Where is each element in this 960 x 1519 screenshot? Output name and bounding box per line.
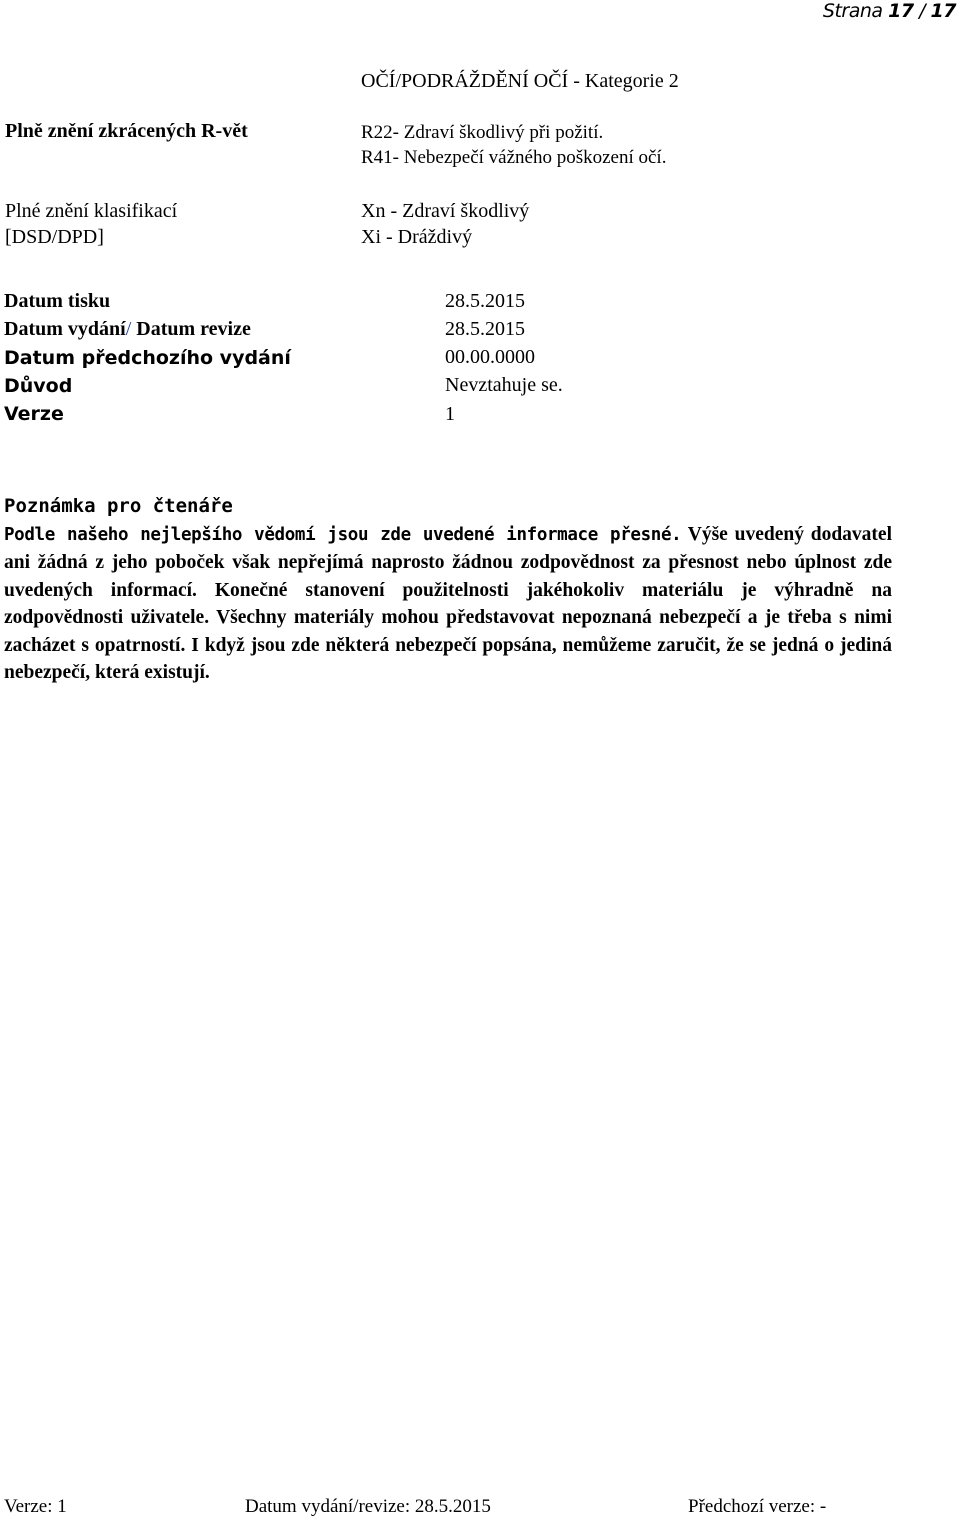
footer-prev-version: Předchozí verze: -	[688, 1496, 827, 1517]
hazard-category: OČÍ/PODRÁŽDĚNÍ OČÍ - Kategorie 2	[361, 70, 679, 92]
page-number-separator: /	[919, 0, 925, 22]
note-heading: Poznámka pro čtenáře	[4, 495, 233, 517]
note-part2: Výše uvedený dodavatel ani žádná z jeho poboček však nepřejímá naprosto žádnou zodpovědnost za přesnost nebo úplnost zde uvedených informací. Konečné stanovení použitelnosti jakéhokoliv materiálu je výhradně na zodpovědnosti uživatele. Všechny materiály mohou představovat nepoznaná nebezpečí a je třeba s nimi zacházet s opatrností. I když jsou zde některá nebezpečí popsána, nemůžeme zaručit, že se jedná o jediná nebezpečí, která existují.	[4, 524, 892, 684]
classification-label	[5, 198, 177, 250]
issue-label-b: Datum revize	[131, 318, 251, 340]
issue-label-a: Datum vydání	[4, 318, 126, 340]
page-number	[823, 0, 956, 22]
classification-line: Xi - Dráždivý	[361, 226, 473, 248]
page-number-total: 17	[930, 0, 956, 22]
print-date-value: 28.5.2015	[445, 290, 525, 312]
prev-date-label: Datum předchozího vydání	[4, 347, 291, 369]
page-number-current: 17	[888, 0, 914, 22]
r-phrase-line: R41- Nebezpečí vážného poškození očí.	[361, 147, 667, 168]
issue-date-value: 28.5.2015	[445, 318, 525, 340]
r-phrases-list	[361, 120, 666, 170]
print-date-label: Datum tisku	[4, 290, 111, 312]
version-label: Verze	[4, 403, 64, 425]
note-part1: Podle našeho nejlepšího vědomí jsou zde uvedené informace přesné.	[4, 525, 682, 545]
classification-list	[361, 198, 529, 250]
issue-label-slash: /	[125, 318, 132, 340]
footer-issue-date: Datum vydání/revize: 28.5.2015	[245, 1496, 491, 1517]
footer-version: Verze: 1	[4, 1496, 67, 1517]
r-phrases-label: Plně znění zkrácených R-vět	[5, 120, 248, 142]
issue-date-label	[4, 318, 251, 341]
note-text	[4, 521, 892, 686]
reason-label: Důvod	[4, 375, 73, 397]
classification-label-line: Plné znění klasifikací	[5, 200, 178, 222]
version-value: 1	[445, 403, 455, 425]
classification-line: Xn - Zdraví škodlivý	[361, 200, 530, 222]
classification-label-line: [DSD/DPD]	[5, 226, 104, 248]
prev-date-value: 00.00.0000	[445, 346, 535, 368]
reason-value: Nevztahuje se.	[445, 374, 563, 396]
r-phrase-line: R22- Zdraví škodlivý při požití.	[361, 122, 604, 143]
page-number-prefix: Strana	[822, 0, 883, 22]
